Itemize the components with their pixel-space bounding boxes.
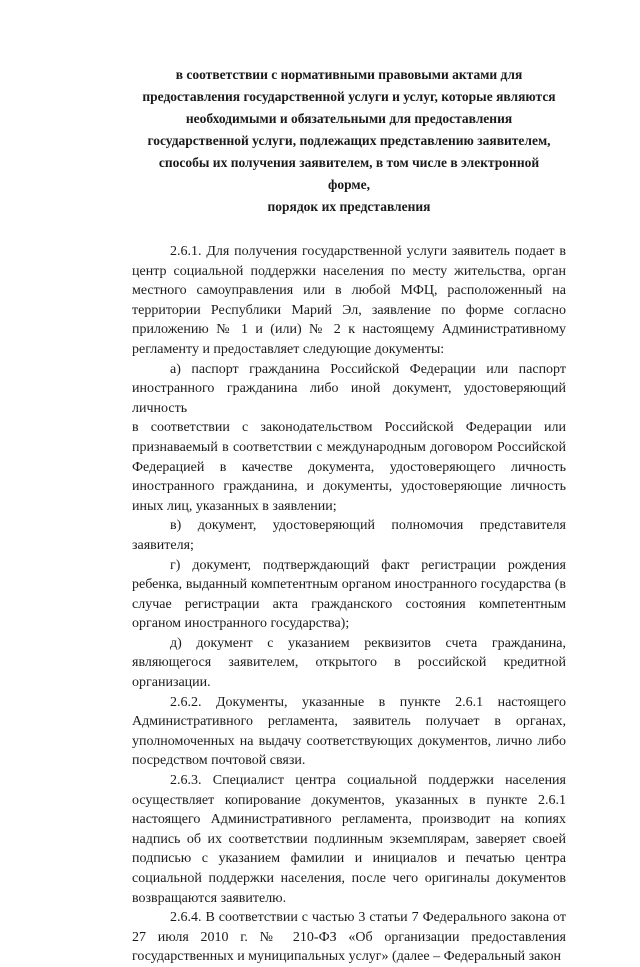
list-item-g: г) документ, подтверждающий факт регистрации рождения ребенка, выданный компетентным органом иностранного государства (в случае регистрации акта гражданского состояния компетентным органом иностранного государства); — [132, 557, 566, 632]
heading-line: в соответствии с нормативными правовыми актами для — [175, 67, 523, 82]
paragraph-2-6-3: 2.6.3. Специалист центра социальной поддержки населения осуществляет копирование документов, указанных в пункте 2.6.1 настоящего Административного регламента, производит на копиях надпись об их соответствии подлинным экземплярам, заверяет своей подписью с указанием фамилии и инициалов и печатью центра социальной поддержки населения, после чего оригиналы документов возвращаются заявителю. — [132, 773, 566, 906]
list-item-a: а) паспорт гражданина Российской Федерации или паспорт иностранного гражданина либо иной документ, удостоверяющий личность — [132, 361, 566, 416]
heading-line: форме, — [328, 177, 370, 192]
paragraph-2-6-2: 2.6.2. Документы, указанные в пункте 2.6.1 настоящего Административного регламента, заявитель получает в органах, уполномоченных на выдачу соответствующих документов, лично либо посредством почтовой связи. — [132, 694, 566, 769]
list-item-v: в) документ, удостоверяющий полномочия представителя заявителя; — [132, 518, 566, 553]
heading-line: способы их получения заявителем, в том числе в электронной — [158, 155, 540, 170]
list-item-d: д) документ с указанием реквизитов счета гражданина, являющегося заявителем, открытого в российской кредитной организации. — [132, 635, 566, 691]
document-body — [132, 242, 566, 967]
document-page — [132, 64, 566, 967]
heading-line: необходимыми и обязательными для предоставления — [185, 111, 513, 126]
heading-line: государственной услуги, подлежащих представлению заявителем, — [147, 133, 551, 148]
heading-line: предоставления государственной услуги и услуг, которые являются — [142, 89, 556, 104]
section-heading — [132, 64, 566, 218]
paragraph-2-6-1: 2.6.1. Для получения государственной услуги заявитель подает в центр социальной поддержки населения по месту жительства, орган местного самоуправления или в любой МФЦ, расположенный на территории Республики Марий Эл, заявление по форме согласно приложению № 1 и (или) № 2 к настоящему Административному регламенту и предоставляет следующие документы: — [132, 244, 566, 357]
heading-line: порядок их представления — [267, 199, 431, 214]
list-item-a-continuation: в соответствии с законодательством Российской Федерации или признаваемый в соответствии с международным договором Российской Федерацией в качестве документа, удостоверяющего личность иностранного гражданина, и документы, удостоверяющие личность иных лиц, указанных в заявлении; — [132, 420, 566, 514]
paragraph-2-6-4: 2.6.4. В соответствии с частью 3 статьи 7 Федерального закона от 27 июля 2010 г. № 210-ФЗ «Об организации предоставления государственных и муниципальных услуг» (далее – Федеральный закон — [132, 910, 566, 965]
